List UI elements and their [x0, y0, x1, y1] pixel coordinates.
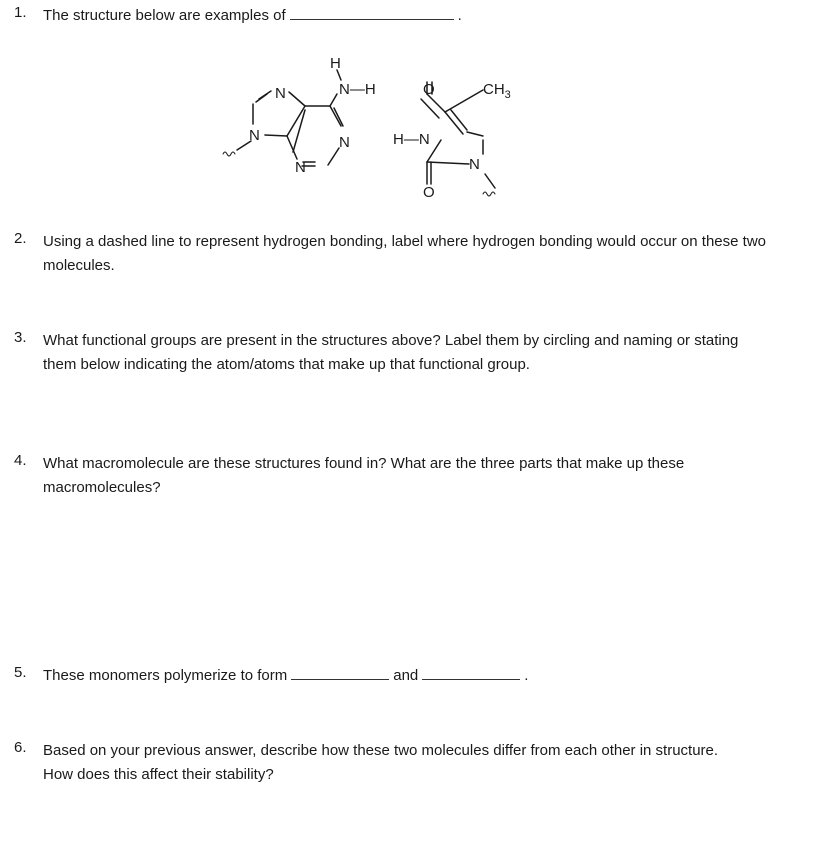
question-text: The structure below are examples of .	[43, 7, 462, 24]
adenine-n1-label: N	[339, 134, 350, 151]
thymine-o4-label: O	[423, 81, 435, 98]
question-number: 2.	[14, 230, 27, 247]
question-text: These monomers polymerize to form and .	[43, 667, 529, 684]
answer-blank-1[interactable]	[291, 665, 389, 680]
question-number: 1.	[14, 4, 27, 21]
answer-blank[interactable]	[290, 5, 454, 20]
thymine-methyl-label: $CH_3$	[483, 81, 511, 101]
question-number: 4.	[14, 452, 27, 469]
thymine-n1-label: N	[469, 156, 480, 173]
thymine-structure	[421, 82, 495, 196]
question-text: Using a dashed line to represent hydrogen bonding, label where hydrogen bonding would occur on these two molecules.	[43, 233, 766, 274]
question-number: 6.	[14, 739, 27, 756]
answer-blank-2[interactable]	[422, 665, 520, 680]
question-text: What functional groups are present in the structures above? Label them by circling and naming or stating them below indicating the atom/atoms that make up that functional group.	[43, 332, 739, 373]
question-text: Based on your previous answer, describe how these two molecules differ from each other in structure. How does this affect their stability?	[43, 742, 719, 783]
adenine-n3-label: N	[295, 159, 306, 176]
adenine-n9-label: N	[249, 127, 260, 144]
adenine-nh-label: N—H	[339, 81, 376, 98]
adenine-amino-h-label: H	[330, 55, 341, 72]
thymine-o2-label: O	[423, 184, 435, 201]
adenine-n7-label: N	[275, 85, 286, 102]
thymine-n3h-label: H—N	[393, 131, 430, 148]
question-number: 5.	[14, 664, 27, 681]
question-number: 3.	[14, 329, 27, 346]
question-text: What macromolecule are these structures found in? What are the three parts that make up these macromolecules?	[43, 455, 685, 496]
nucleobase-structures	[215, 44, 535, 214]
